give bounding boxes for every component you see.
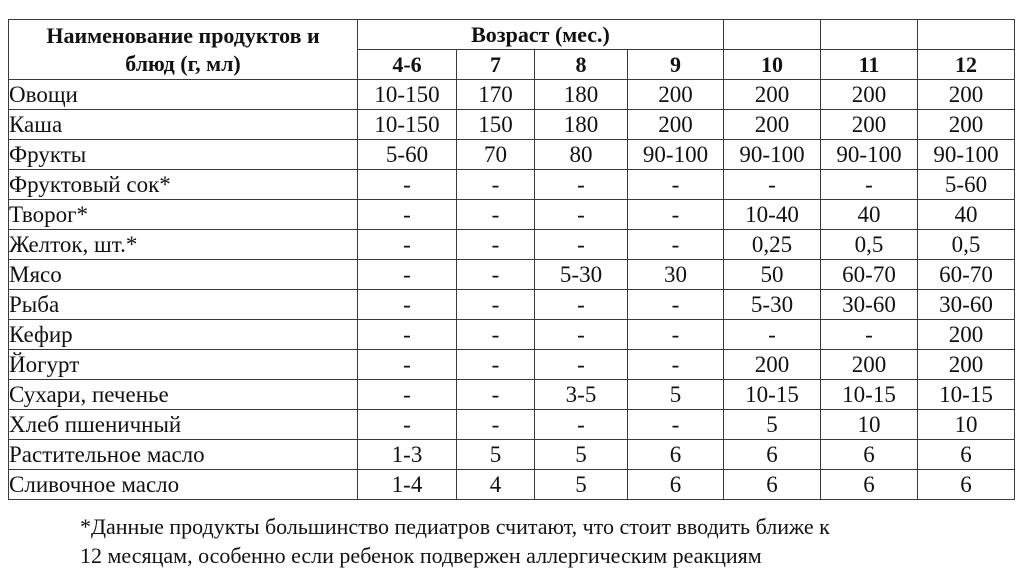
amount-cell: - xyxy=(358,260,457,290)
amount-cell: 10-15 xyxy=(724,380,821,410)
amount-cell: 10 xyxy=(918,410,1015,440)
age-group-header-blank xyxy=(918,20,1015,50)
product-header-line1: Наименование продуктов и xyxy=(46,22,320,48)
amount-cell: - xyxy=(535,290,628,320)
amount-cell: 200 xyxy=(724,350,821,380)
amount-cell: - xyxy=(628,320,724,350)
amount-cell: - xyxy=(535,170,628,200)
product-column-header xyxy=(9,20,358,80)
amount-cell: - xyxy=(358,350,457,380)
amount-cell: 5 xyxy=(628,380,724,410)
amount-cell: 90-100 xyxy=(724,140,821,170)
product-name-cell: Рыба xyxy=(9,290,358,320)
amount-cell: - xyxy=(457,260,535,290)
amount-cell: 0,5 xyxy=(918,230,1015,260)
amount-cell: - xyxy=(358,170,457,200)
amount-cell: - xyxy=(821,170,918,200)
product-header-line2: блюд (г, мл) xyxy=(125,50,241,76)
amount-cell: 10-15 xyxy=(918,380,1015,410)
amount-cell: 60-70 xyxy=(918,260,1015,290)
amount-cell: 90-100 xyxy=(918,140,1015,170)
amount-cell: 200 xyxy=(918,80,1015,110)
amount-cell: - xyxy=(628,200,724,230)
amount-cell: 40 xyxy=(918,200,1015,230)
amount-cell: 170 xyxy=(457,80,535,110)
table-row xyxy=(9,350,1015,380)
amount-cell: 50 xyxy=(724,260,821,290)
product-name-cell: Творог* xyxy=(9,200,358,230)
age-column-header: 10 xyxy=(724,50,821,80)
amount-cell: - xyxy=(821,320,918,350)
amount-cell: 40 xyxy=(821,200,918,230)
amount-cell: 30 xyxy=(628,260,724,290)
amount-cell: - xyxy=(535,350,628,380)
amount-cell: 5 xyxy=(457,440,535,470)
product-name-cell: Растительное масло xyxy=(9,440,358,470)
table-row xyxy=(9,290,1015,320)
product-name-cell: Фрукты xyxy=(9,140,358,170)
age-group-header: Возраст (мес.) xyxy=(358,20,724,50)
footnote-line2: 12 месяцам, особенно если ребенок подвержен аллергическим реакциям xyxy=(80,543,762,568)
amount-cell: 30-60 xyxy=(918,290,1015,320)
amount-cell: 10-150 xyxy=(358,80,457,110)
amount-cell: 5-60 xyxy=(918,170,1015,200)
amount-cell: 90-100 xyxy=(628,140,724,170)
amount-cell: - xyxy=(628,230,724,260)
age-group-header-blank xyxy=(821,20,918,50)
amount-cell: 200 xyxy=(821,350,918,380)
header-row-top xyxy=(9,20,1015,50)
amount-cell: - xyxy=(628,290,724,320)
amount-cell: 10-15 xyxy=(821,380,918,410)
product-name-cell: Мясо xyxy=(9,260,358,290)
table-row xyxy=(9,200,1015,230)
amount-cell: - xyxy=(457,290,535,320)
amount-cell: 180 xyxy=(535,80,628,110)
amount-cell: 3-5 xyxy=(535,380,628,410)
table-row xyxy=(9,260,1015,290)
amount-cell: 200 xyxy=(821,110,918,140)
age-column-header: 12 xyxy=(918,50,1015,80)
amount-cell: - xyxy=(724,170,821,200)
amount-cell: - xyxy=(535,200,628,230)
age-group-header-blank xyxy=(724,20,821,50)
amount-cell: 60-70 xyxy=(821,260,918,290)
amount-cell: 0,25 xyxy=(724,230,821,260)
amount-cell: 5 xyxy=(724,410,821,440)
product-name-cell: Желток, шт.* xyxy=(9,230,358,260)
amount-cell: - xyxy=(358,410,457,440)
product-name-cell: Овощи xyxy=(9,80,358,110)
amount-cell: 5-30 xyxy=(535,260,628,290)
amount-cell: 200 xyxy=(628,80,724,110)
amount-cell: 6 xyxy=(918,470,1015,500)
amount-cell: 1-3 xyxy=(358,440,457,470)
amount-cell: - xyxy=(628,170,724,200)
table-row xyxy=(9,80,1015,110)
amount-cell: 6 xyxy=(821,470,918,500)
table-row xyxy=(9,380,1015,410)
age-column-header: 11 xyxy=(821,50,918,80)
amount-cell: - xyxy=(358,290,457,320)
amount-cell: - xyxy=(358,230,457,260)
product-name-cell: Хлеб пшеничный xyxy=(9,410,358,440)
footnote xyxy=(80,512,1010,570)
amount-cell: 5 xyxy=(535,440,628,470)
amount-cell: 6 xyxy=(628,440,724,470)
amount-cell: - xyxy=(358,380,457,410)
amount-cell: 80 xyxy=(535,140,628,170)
age-column-header: 8 xyxy=(535,50,628,80)
amount-cell: 10-150 xyxy=(358,110,457,140)
amount-cell: 5-30 xyxy=(724,290,821,320)
amount-cell: 6 xyxy=(821,440,918,470)
table-row xyxy=(9,320,1015,350)
amount-cell: 200 xyxy=(724,80,821,110)
amount-cell: - xyxy=(457,230,535,260)
amount-cell: 200 xyxy=(918,110,1015,140)
table-row xyxy=(9,440,1015,470)
amount-cell: 30-60 xyxy=(821,290,918,320)
amount-cell: 1-4 xyxy=(358,470,457,500)
amount-cell: 200 xyxy=(918,350,1015,380)
amount-cell: 200 xyxy=(628,110,724,140)
amount-cell: 6 xyxy=(918,440,1015,470)
amount-cell: - xyxy=(457,200,535,230)
amount-cell: 180 xyxy=(535,110,628,140)
age-column-header: 9 xyxy=(628,50,724,80)
table-row xyxy=(9,470,1015,500)
amount-cell: - xyxy=(457,410,535,440)
amount-cell: 200 xyxy=(821,80,918,110)
amount-cell: - xyxy=(535,410,628,440)
product-name-cell: Йогурт xyxy=(9,350,358,380)
amount-cell: - xyxy=(457,350,535,380)
amount-cell: - xyxy=(358,320,457,350)
table-row xyxy=(9,230,1015,260)
table-row xyxy=(9,410,1015,440)
amount-cell: 5-60 xyxy=(358,140,457,170)
amount-cell: 200 xyxy=(918,320,1015,350)
product-name-cell: Фруктовый сок* xyxy=(9,170,358,200)
amount-cell: 4 xyxy=(457,470,535,500)
amount-cell: 6 xyxy=(724,470,821,500)
table-row xyxy=(9,170,1015,200)
amount-cell: 6 xyxy=(724,440,821,470)
product-name-cell: Сухари, печенье xyxy=(9,380,358,410)
age-column-header: 7 xyxy=(457,50,535,80)
amount-cell: 150 xyxy=(457,110,535,140)
product-name-cell: Каша xyxy=(9,110,358,140)
amount-cell: 0,5 xyxy=(821,230,918,260)
amount-cell: 6 xyxy=(628,470,724,500)
table-body xyxy=(9,80,1015,500)
table-row xyxy=(9,110,1015,140)
amount-cell: - xyxy=(628,350,724,380)
amount-cell: - xyxy=(457,320,535,350)
feeding-table xyxy=(8,19,1015,500)
amount-cell: - xyxy=(724,320,821,350)
amount-cell: - xyxy=(535,230,628,260)
amount-cell: - xyxy=(358,200,457,230)
amount-cell: 10 xyxy=(821,410,918,440)
age-column-header: 4-6 xyxy=(358,50,457,80)
amount-cell: - xyxy=(535,320,628,350)
amount-cell: 70 xyxy=(457,140,535,170)
amount-cell: - xyxy=(457,170,535,200)
table-row xyxy=(9,140,1015,170)
amount-cell: 10-40 xyxy=(724,200,821,230)
amount-cell: 200 xyxy=(724,110,821,140)
amount-cell: 5 xyxy=(535,470,628,500)
product-name-cell: Кефир xyxy=(9,320,358,350)
amount-cell: 90-100 xyxy=(821,140,918,170)
product-name-cell: Сливочное масло xyxy=(9,470,358,500)
amount-cell: - xyxy=(628,410,724,440)
footnote-line1: *Данные продукты большинство педиатров считают, что стоит вводить ближе к xyxy=(80,514,830,539)
amount-cell: - xyxy=(457,380,535,410)
